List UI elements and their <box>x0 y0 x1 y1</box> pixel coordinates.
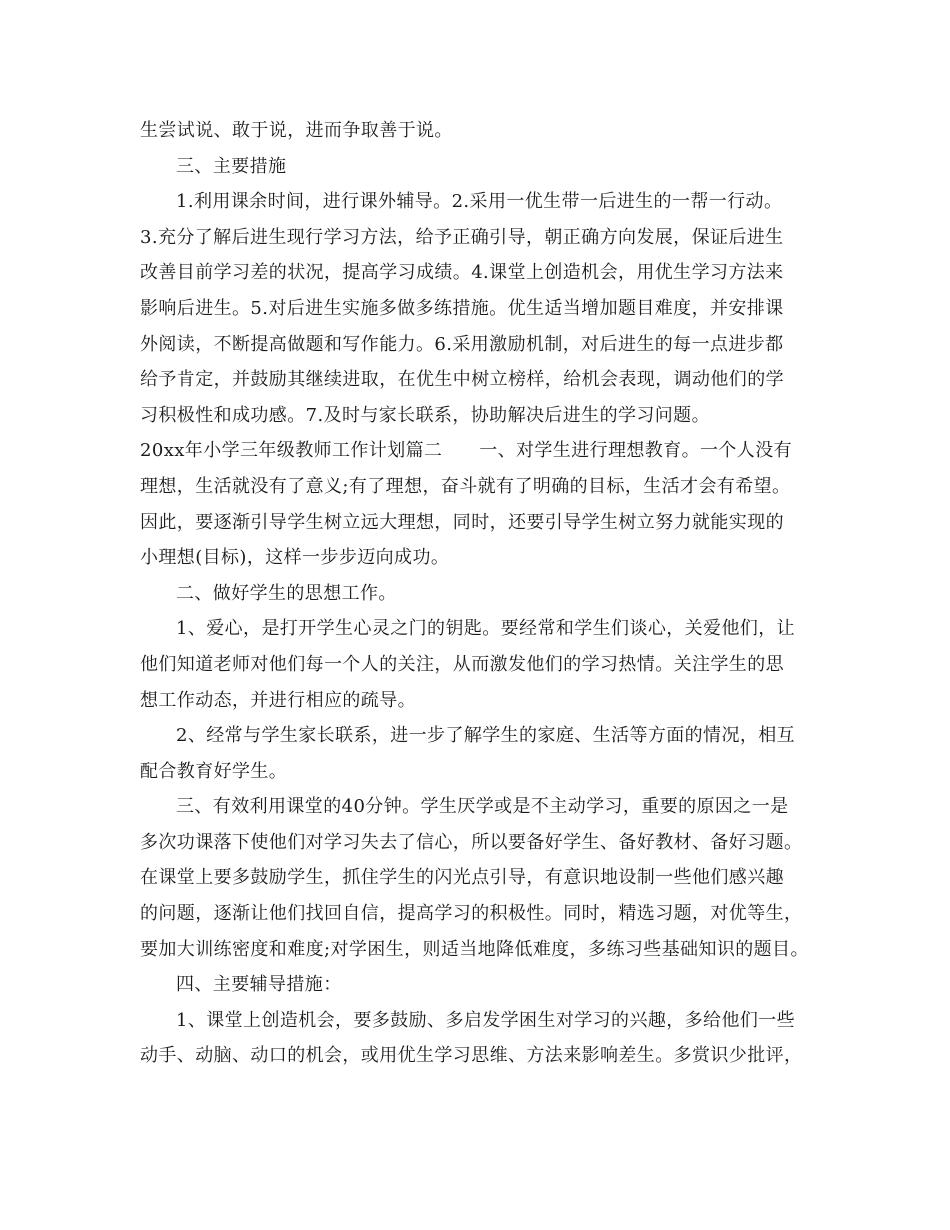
text-line: 1、爱心，是打开学生心灵之门的钥匙。要经常和学生们谈心，关爱他们，让 <box>176 618 796 640</box>
text-line: 理想，生活就没有了意义;有了理想，奋斗就有了明确的目标，生活才会有希望。 <box>140 475 791 497</box>
text-line: 1.利用课余时间，进行课外辅导。2.采用一优生带一后进生的一帮一行动。 <box>176 191 783 213</box>
document-body <box>140 113 820 1074</box>
text-line: 配合教育好学生。 <box>140 760 288 782</box>
text-line: 影响后进生。5.对后进生实施多做多练措施。优生适当增加题目难度，并安排课 <box>140 297 784 319</box>
text-line: 2、经常与学生家长联系，进一步了解学生的家庭、生活等方面的情况，相互 <box>176 725 796 747</box>
text-line: 3.充分了解后进生现行学习方法，给予正确引导，朝正确方向发展，保证后进生 <box>140 226 784 248</box>
text-line: 的问题，逐渐让他们找回自信，提高学习的积极性。同时，精选习题，对优等生， <box>140 903 803 925</box>
text-line: 三、有效利用课堂的40分钟。学生厌学或是不主动学习，重要的原因之一是 <box>176 796 789 818</box>
text-line: 因此，要逐渐引导学生树立远大理想，同时，还要引导学生树立努力就能实现的 <box>140 511 784 533</box>
text-line: 1、课堂上创造机会，要多鼓励、多启发学困生对学习的兴趣，多给他们一些 <box>176 1009 796 1031</box>
text-line: 生尝试说、敢于说，进而争取善于说。 <box>140 120 453 141</box>
text-line: 三、主要措施 <box>176 155 287 177</box>
text-line: 20xx年小学三年级教师工作计划篇二 一、对学生进行理想教育。一个人没有 <box>140 440 793 462</box>
text-line: 习积极性和成功感。7.及时与家长联系，协助解决后进生的学习问题。 <box>140 404 710 426</box>
text-line: 小理想(目标)，这样一步步迈向成功。 <box>140 547 450 569</box>
text-line: 要加大训练密度和难度;对学困生，则适当地降低难度，多练习些基础知识的题目。 <box>140 938 809 960</box>
text-line: 动手、动脑、动口的机会，或用优生学习思维、方法来影响差生。多赏识少批评， <box>140 1045 803 1067</box>
text-line: 想工作动态，并进行相应的疏导。 <box>140 689 416 711</box>
text-line: 四、主要辅导措施： <box>176 974 342 996</box>
text-line: 改善目前学习差的状况，提高学习成绩。4.课堂上创造机会，用优生学习方法来 <box>140 262 784 284</box>
text-line: 外阅读，不断提高做题和写作能力。6.采用激励机制，对后进生的每一点进步都 <box>140 333 784 355</box>
text-line: 多次功课落下使他们对学习失去了信心，所以要备好学生、备好教材、备好习题。 <box>140 831 803 853</box>
text-line: 给予肯定，并鼓励其继续进取，在优生中树立榜样，给机会表现，调动他们的学 <box>140 369 784 391</box>
text-line: 他们知道老师对他们每一个人的关注，从而激发他们的学习热情。关注学生的思 <box>140 653 784 675</box>
text-line: 二、做好学生的思想工作。 <box>176 582 397 604</box>
text-line: 在课堂上要多鼓励学生，抓住学生的闪光点引导，有意识地设制一些他们感兴趣 <box>140 867 784 889</box>
